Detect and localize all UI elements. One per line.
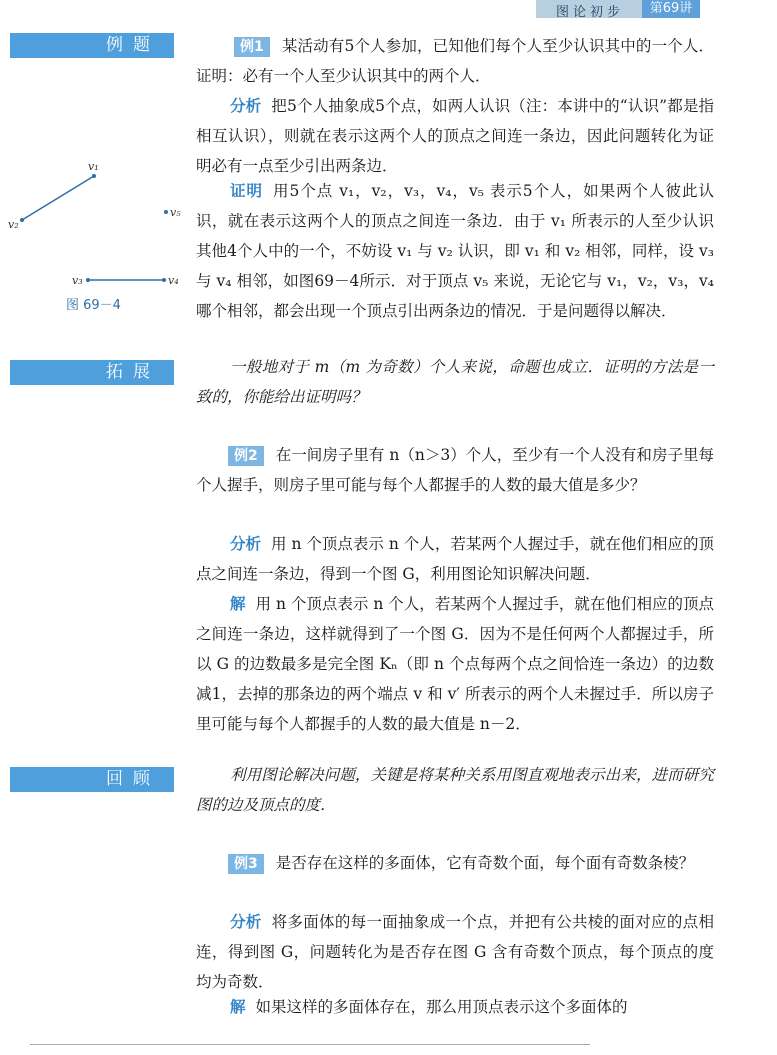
ex2-solution xyxy=(196,589,714,739)
edge-v1-v2 xyxy=(22,176,94,220)
ex2-analysis xyxy=(196,529,714,589)
ex2-question-text: 在一间房子里有 n（n＞3）个人，至少有一个人没有和房子里每个人握手，则房子里可能与每个人都握手的人数的最大值是多少？ xyxy=(196,446,714,494)
page-header xyxy=(536,0,700,18)
vertex-v3 xyxy=(86,278,90,282)
ex2-solution-label: 解 xyxy=(230,595,246,613)
ex2-solution-text: 用 n 个顶点表示 n 个人，若某两个人握过手，就在他们相应的顶点之间连一条边，这样就得到了一个图 G．因为不是任何两个人都握过手，所以 G 的边数最多是完全图 Kₙ（即 n 个点每两个点之间恰连一条边）的边数减1，去掉的那条边的两个端点 v 和 v′ 所表示的两个人未握过手．所以房子里可能与每个人都握手的人数的最大值是 n－2． xyxy=(196,595,714,733)
vertex-v4 xyxy=(162,278,166,282)
ex3-question xyxy=(196,848,714,878)
ex3-question-text: 是否存在这样的多面体，它有奇数个面，每个面有奇数条棱？ xyxy=(275,854,695,872)
ex1-proof-label: 证明 xyxy=(230,182,263,200)
label-v3: v₃ xyxy=(72,274,83,287)
vertex-v1 xyxy=(92,174,96,178)
section-extension-tag xyxy=(10,360,174,385)
label-v2: v₂ xyxy=(8,218,19,231)
ex1-analysis-label: 分析 xyxy=(230,97,262,115)
label-v4: v₄ xyxy=(168,274,179,287)
ex2-analysis-text: 用 n 个顶点表示 n 个人，若某两个人握过手，就在他们相应的顶点之间连一条边，得到一个图 G，利用图论知识解决问题． xyxy=(196,535,714,583)
ex1-question xyxy=(196,31,714,91)
vertex-v5 xyxy=(164,210,168,214)
ex1-badge: 例1 xyxy=(234,37,270,57)
section-examples-label: 例题 xyxy=(106,35,160,55)
ex3-analysis xyxy=(196,907,714,997)
ex2-badge: 例2 xyxy=(228,446,264,466)
section-extension-label: 拓展 xyxy=(106,362,160,382)
bottom-rule xyxy=(30,1044,590,1045)
ex1-analysis-text: 把5个人抽象成5个点，如两人认识（注：本讲中的“认识”都是指相互认识），则就在表示这两个人的顶点之间连一条边，因此问题转化为证明必有一点至少引出两条边． xyxy=(196,97,714,175)
section-examples-tag xyxy=(10,33,174,58)
ex3-solution xyxy=(196,992,714,1022)
header-title: 图论初步 xyxy=(556,5,625,20)
review-text: 利用图论解决问题，关键是将某种关系用图直观地表示出来，进而研究图的边及顶点的度． xyxy=(196,766,714,814)
vertex-v2 xyxy=(20,218,24,222)
ex3-solution-label: 解 xyxy=(230,998,246,1016)
ex1-proof xyxy=(196,176,714,326)
ex3-analysis-text: 将多面体的每一面抽象成一个点，并把有公共棱的面对应的点相连，得到图 G，问题转化为是否存在图 G 含有奇数个顶点，每个顶点的度均为奇数． xyxy=(196,913,714,991)
ex2-question xyxy=(196,440,714,500)
label-v5: v₅ xyxy=(170,206,181,219)
graph-figure xyxy=(0,150,190,300)
label-v1: v₁ xyxy=(88,160,99,173)
ex1-proof-text: 用5个点 v₁，v₂，v₃，v₄，v₅ 表示5个人，如果两个人彼此认识，就在表示这两个人的顶点之间连一条边．由于 v₁ 所表示的人至少认识其他4个人中的一个，不妨设 v₁ 与 v₂ 认识，即 v₁ 和 v₂ 相邻，同样，设 v₃ 与 v₄ 相邻，如图69－4所示．对于顶点 v₅ 来说，无论它与 v₁，v₂，v₃，v₄ 哪个相邻，都会出现一个顶点引出两条边的情况．于是问题得以解决． xyxy=(196,182,714,320)
ex3-analysis-label: 分析 xyxy=(230,913,262,931)
ex1-analysis xyxy=(196,91,714,181)
section-review-label: 回顾 xyxy=(106,769,160,789)
figure-caption: 图 69－4 xyxy=(66,298,121,313)
ex3-badge: 例3 xyxy=(228,854,264,874)
extension-text: 一般地对于 m（m 为奇数）个人来说，命题也成立．证明的方法是一致的，你能给出证明吗？ xyxy=(196,358,714,406)
header-page-number: 第69讲 xyxy=(642,0,700,18)
ex2-analysis-label: 分析 xyxy=(230,535,262,553)
section-review-tag xyxy=(10,767,174,792)
ex1-question-text: 某活动有5个人参加，已知他们每个人至少认识其中的一个人．证明：必有一个人至少认识其中的两个人． xyxy=(196,37,714,85)
ex3-solution-text: 如果这样的多面体存在，那么用顶点表示这个多面体的 xyxy=(255,998,628,1016)
